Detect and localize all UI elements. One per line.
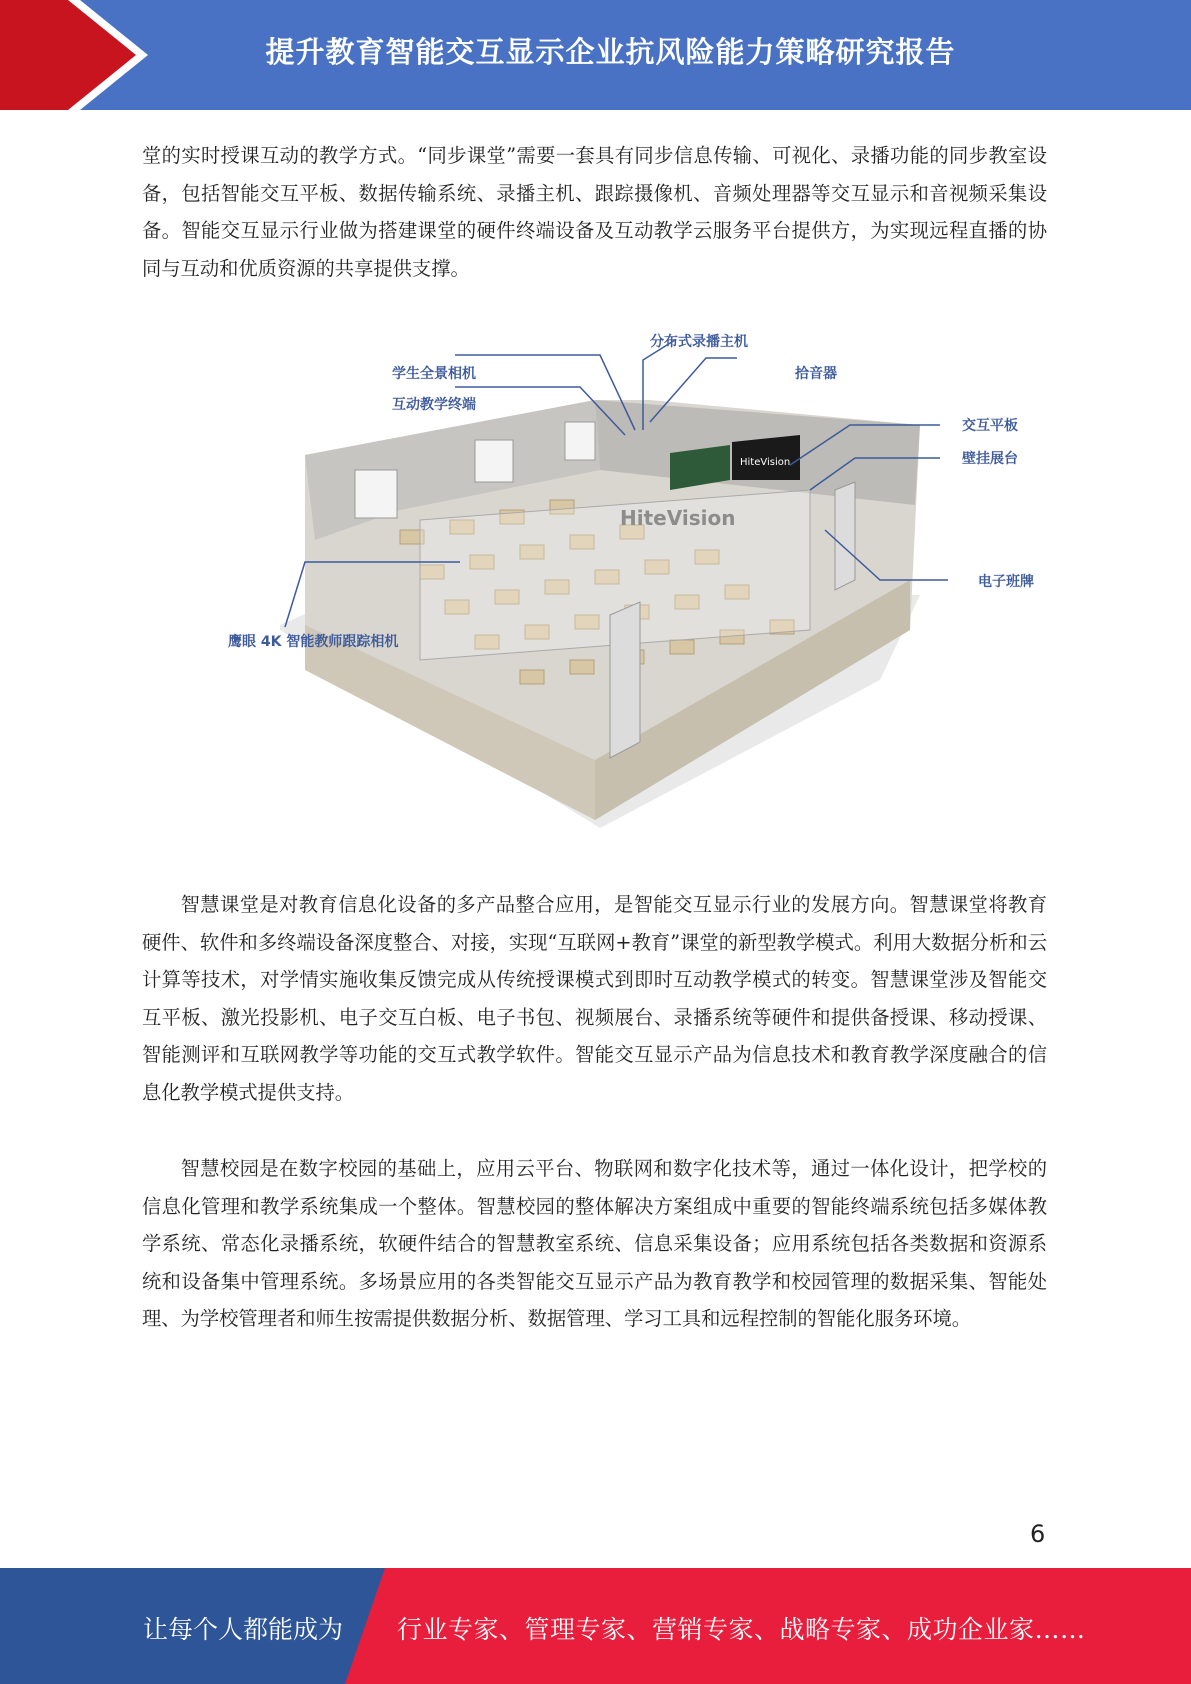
body-paragraph-1: 堂的实时授课互动的教学方式。“同步课堂”需要一套具有同步信息传输、可视化、录播功能的同步教室设备，包括智能交互平板、数据传输系统、录播主机、跟踪摄像机、音频处理器等交互显示和音视频采集设备。智能交互显示行业做为搭建课堂的硬件终端设备及互动教学云服务平台提供方，为实现远程直播的协同与互动和优质资源的共享提供支撑。 <box>142 144 1047 280</box>
screen-brand-text: HiteVision <box>740 457 791 468</box>
page-header <box>0 0 1191 110</box>
window-2 <box>475 440 513 482</box>
body-paragraph-3: 智慧校园是在数字校园的基础上，应用云平台、物联网和数字化技术等，通过一体化设计，把学校的信息化管理和教学系统集成一个整体。智慧校园的整体解决方案组成中重要的智能终端系统包括多媒体教学系统、常态化录播系统，软硬件结合的智慧教室系统、信息采集设备；应用系统包括各类数据和资源系统和设备集中管理系统。多场景应用的各类智能交互显示产品为教育教学和校园管理的数据采集、智能处理、为学校管理者和师生按需提供数据分析、数据管理、学习工具和远程控制的智能化服务环境。 <box>142 1157 1047 1330</box>
label-wall-booth: 壁挂展台 <box>962 451 1018 467</box>
page-number: 6 <box>1030 1520 1046 1548</box>
label-interactive-terminal: 互动教学终端 <box>392 397 476 413</box>
label-interactive-panel: 交互平板 <box>962 418 1018 434</box>
page-footer <box>0 1568 1191 1684</box>
body-paragraph-2: 智慧课堂是对教育信息化设备的多产品整合应用，是智能交互显示行业的发展方向。智慧课堂将教育硬件、软件和多终端设备深度整合、对接，实现“互联网+教育”课堂的新型教学模式。利用大数据分析和云计算等技术，对学情实施收集反馈完成从传统授课模式到即时互动教学模式的转变。智慧课堂涉及智能交互平板、激光投影机、电子交互白板、电子书包、视频展台、录播系统等硬件和提供备授课、移动授课、智能测评和互联网教学等功能的交互式教学软件。智能交互显示产品为信息技术和教育教学深度融合的信息化教学模式提供支持。 <box>142 893 1047 1104</box>
brand-watermark: HiteVision <box>620 506 736 530</box>
label-student-camera: 学生全景相机 <box>392 366 476 382</box>
footer-slogan-left: 让每个人都能成为 <box>143 1615 344 1644</box>
label-class-sign: 电子班牌 <box>978 574 1034 590</box>
smart-classroom-figure <box>220 330 1050 830</box>
label-microphone: 拾音器 <box>795 366 837 382</box>
label-recorder: 分布式录播主机 <box>650 334 748 350</box>
front-door <box>610 602 640 758</box>
window-1 <box>355 470 397 518</box>
report-title: 提升教育智能交互显示企业抗风险能力策略研究报告 <box>265 35 956 69</box>
side-door <box>835 482 855 590</box>
window-3 <box>565 422 595 460</box>
footer-slogan-right: 行业专家、管理专家、营销专家、战略专家、成功企业家…… <box>397 1615 1086 1644</box>
label-teacher-camera: 鹰眼 4K 智能教师跟踪相机 <box>228 634 399 650</box>
